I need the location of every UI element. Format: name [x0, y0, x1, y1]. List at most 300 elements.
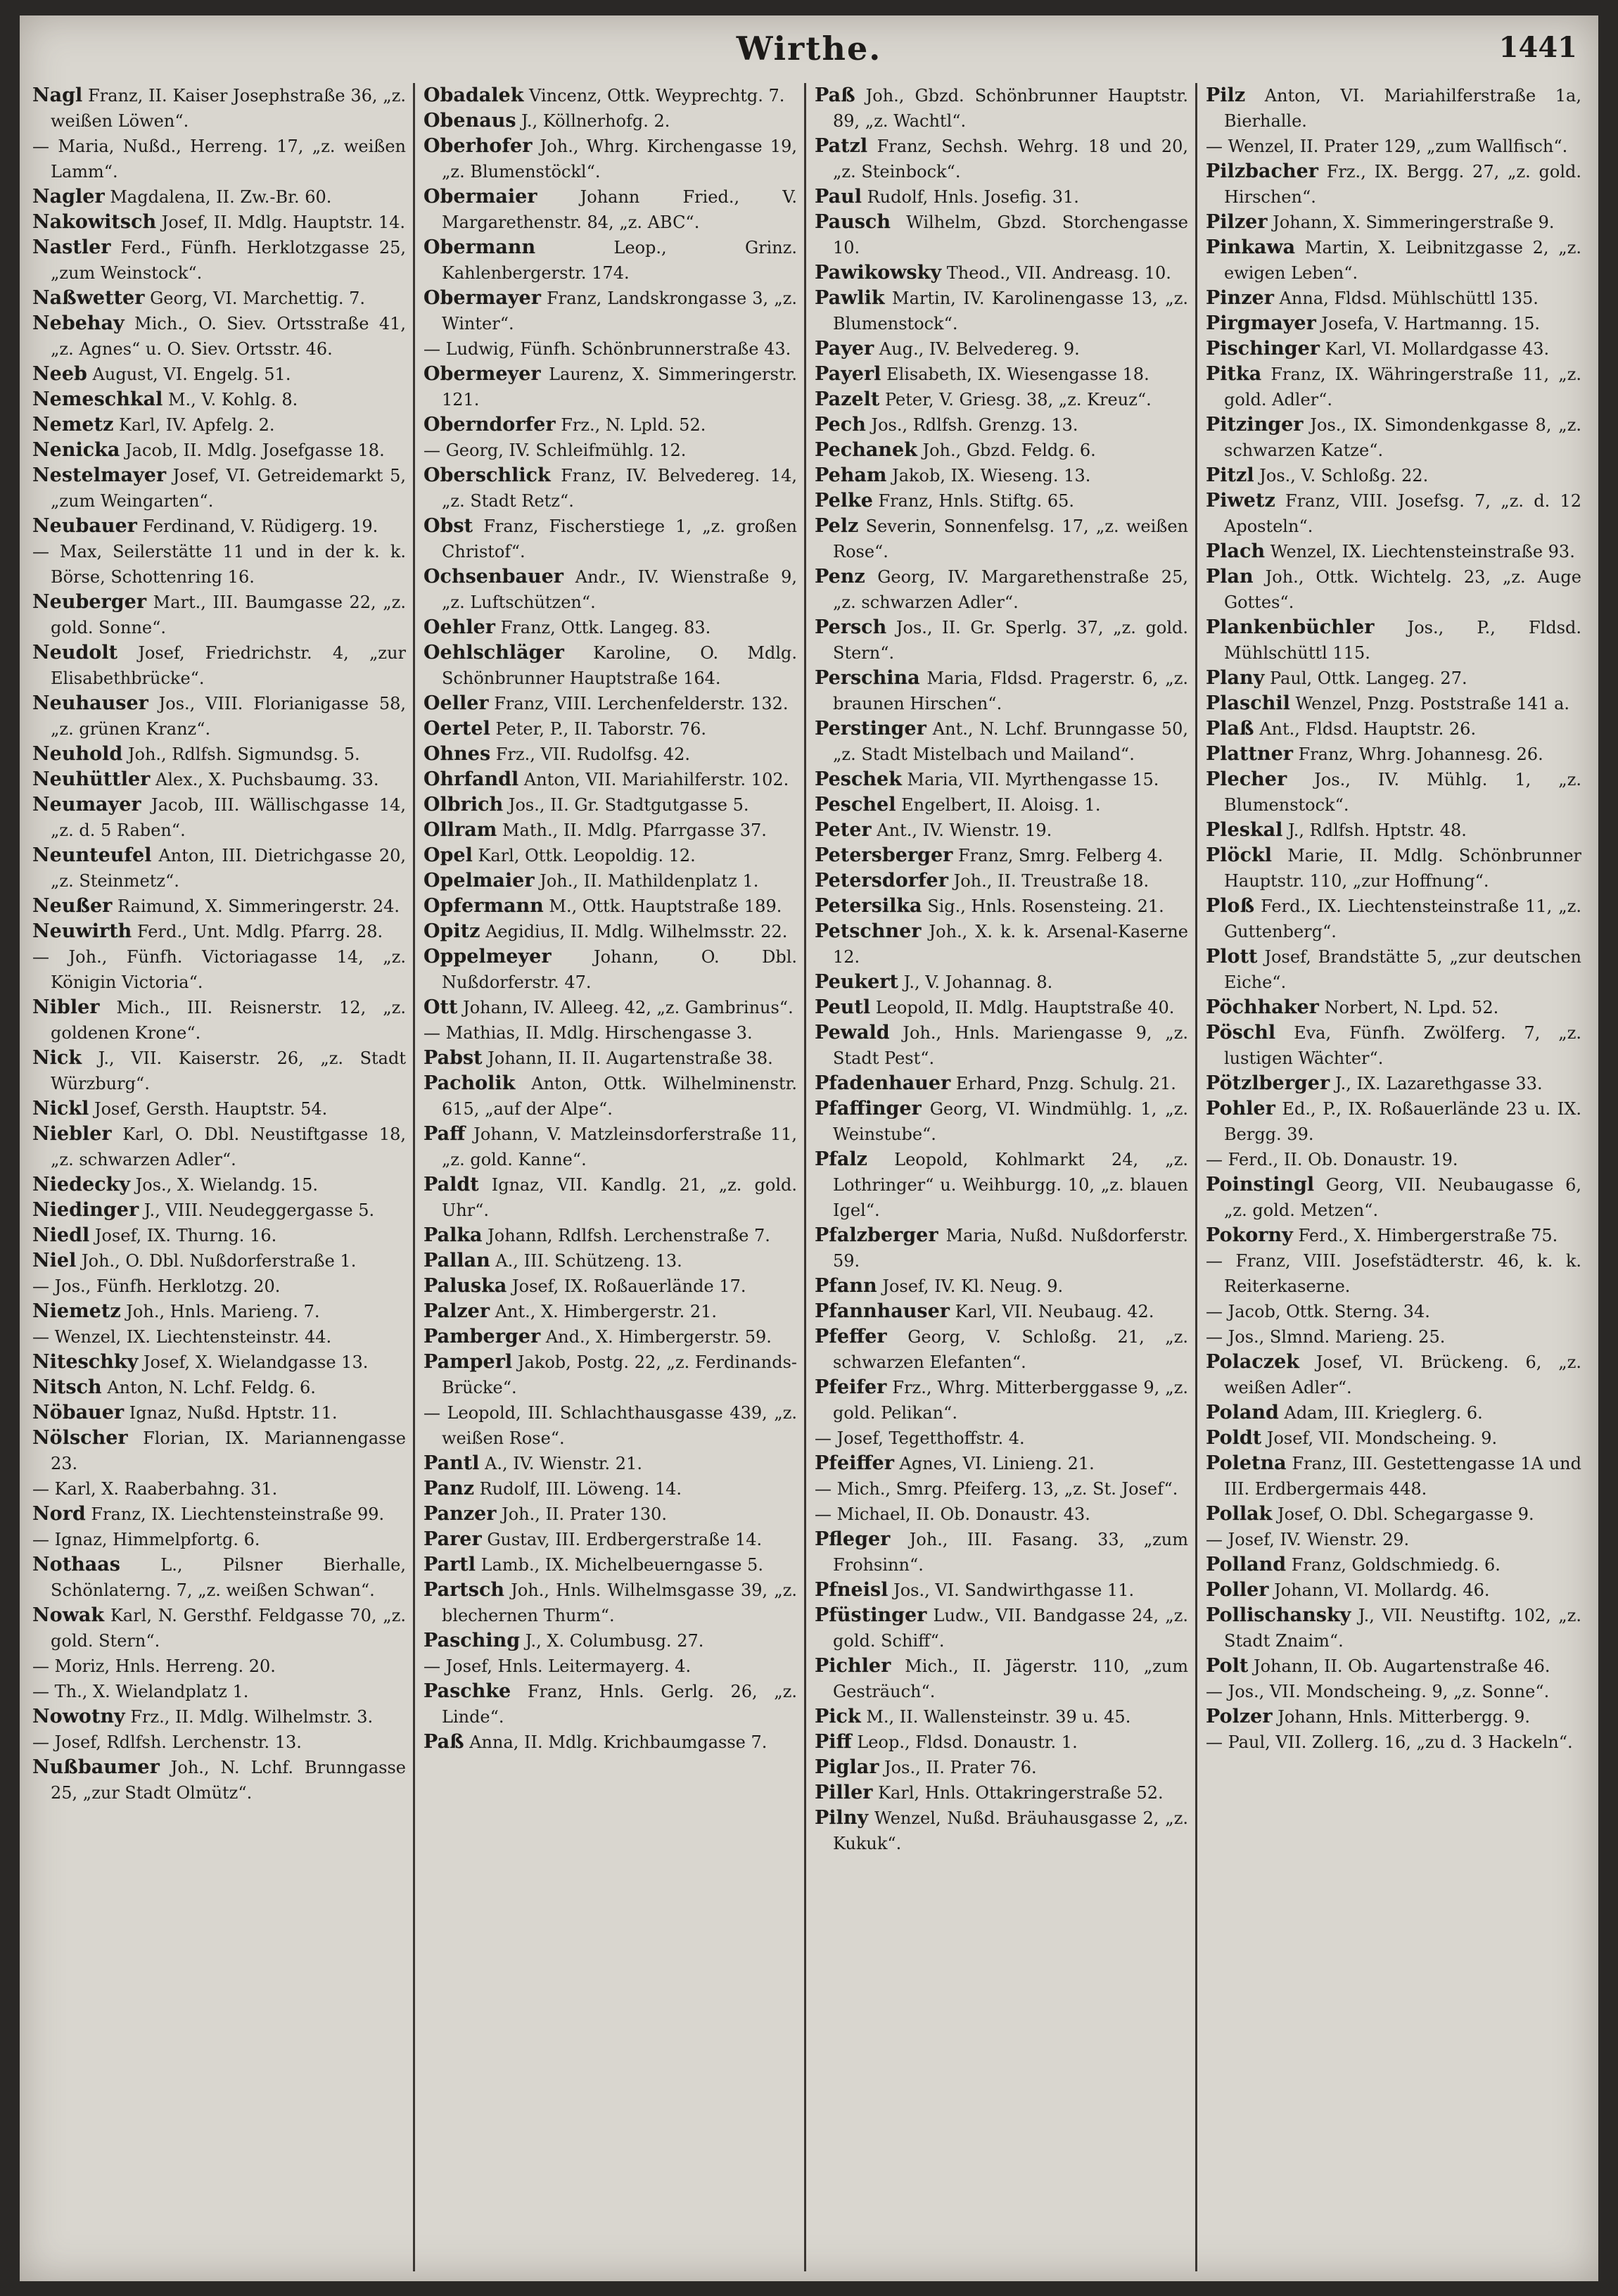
- directory-entry: [32, 843, 406, 894]
- entry-name: Pewald: [815, 1022, 890, 1044]
- directory-entry: [1206, 412, 1581, 463]
- entry-details: — Jos., VII. Mondscheing. 9, „z. Sonne“.: [1206, 1682, 1550, 1701]
- entry-name: Pamberger: [423, 1326, 541, 1347]
- entry-name: Paluska: [423, 1275, 507, 1297]
- entry-details: Maria, VII. Myrthengasse 15.: [901, 770, 1159, 789]
- directory-entry: [815, 1502, 1188, 1527]
- entry-details: Anton, Ottk. Wilhelminenstr. 615, „auf der Alpe“.: [442, 1074, 797, 1119]
- directory-entry: [1206, 1426, 1581, 1451]
- column-3: [806, 83, 1197, 2271]
- entry-name: Pfadenhauer: [815, 1072, 951, 1094]
- entry-details: Josef, Gersth. Hauptstr. 54.: [89, 1099, 328, 1119]
- entry-details: Johann, Hnls. Mitterbergg. 9.: [1272, 1707, 1531, 1727]
- directory-entry: [1206, 1223, 1581, 1248]
- entry-name: Plach: [1206, 540, 1266, 562]
- entry-details: Agnes, VI. Linieng. 21.: [893, 1454, 1095, 1473]
- entry-name: Perstinger: [815, 718, 926, 740]
- directory-entry: [32, 1223, 406, 1248]
- entry-name: Niedinger: [32, 1199, 139, 1221]
- directory-entry: [32, 1755, 406, 1806]
- directory-entry: [1206, 1324, 1581, 1350]
- entry-name: Pinzer: [1206, 287, 1274, 309]
- directory-entry: [1206, 1552, 1581, 1578]
- directory-entry: [1206, 818, 1581, 843]
- directory-entry: [32, 944, 406, 995]
- entry-name: Oertel: [423, 718, 490, 740]
- entry-details: Ferd., IX. Liechtensteinstraße 11, „z. Guttenberg“.: [1224, 896, 1581, 941]
- entry-details: Mich., O. Siev. Ortsstraße 41, „z. Agnes“ u. O. Siev. Ortsstr. 46.: [51, 314, 406, 359]
- directory-entry: [1206, 159, 1581, 210]
- column-1: [24, 83, 415, 2271]
- entry-details: Johann, O. Dbl. Nußdorferstr. 47.: [442, 947, 797, 992]
- entry-details: Jos., II. Prater 76.: [879, 1758, 1037, 1777]
- directory-entry: [815, 1071, 1188, 1096]
- entry-details: And., X. Himbergerstr. 59.: [540, 1327, 772, 1347]
- entry-name: Piff: [815, 1731, 852, 1753]
- entry-name: Pollak: [1206, 1503, 1273, 1525]
- entry-details: — Jos., Slmnd. Marieng. 25.: [1206, 1327, 1446, 1347]
- entry-details: Karl, Hnls. Ottakringerstraße 52.: [872, 1783, 1164, 1803]
- directory-entry: [815, 1476, 1188, 1502]
- entry-details: Jakob, Postg. 22, „z. Ferdinands-Brücke“.: [442, 1352, 797, 1397]
- entry-name: Olbrich: [423, 794, 504, 816]
- entry-details: Leopold, Kohlmarkt 24, „z. Lothringer“ u. Weihburgg. 10, „z. blauen Igel“.: [833, 1150, 1188, 1220]
- entry-details: Joh., Hnls. Wilhelmsgasse 39, „z. blechernen Thurm“.: [442, 1580, 797, 1625]
- directory-entry: [1206, 463, 1581, 488]
- directory-entry: [423, 1122, 797, 1172]
- entry-details: — Mathias, II. Mdlg. Hirschengasse 3.: [423, 1023, 753, 1043]
- entry-name: Niedl: [32, 1224, 90, 1246]
- entry-name: Nagl: [32, 84, 83, 106]
- entry-details: Jacob, II. Mdlg. Josefgasse 18.: [120, 440, 385, 460]
- directory-entry: [32, 362, 406, 387]
- entry-name: Neuberger: [32, 591, 147, 613]
- entry-name: Piller: [815, 1782, 873, 1803]
- directory-entry: [32, 412, 406, 438]
- directory-entry: [815, 362, 1188, 387]
- entry-name: Ott: [423, 996, 458, 1018]
- entry-name: Paß: [815, 84, 855, 106]
- entry-name: Nickl: [32, 1098, 89, 1120]
- entry-details: Karl, IV. Apfelg. 2.: [113, 415, 275, 435]
- entry-details: M., V. Kohlg. 8.: [163, 390, 298, 410]
- entry-name: Nastler: [32, 236, 111, 258]
- directory-entry: [815, 1654, 1188, 1704]
- directory-entry: [815, 1527, 1188, 1578]
- entry-details: Joh., Rdlfsh. Sigmundsg. 5.: [122, 744, 360, 764]
- entry-name: Obst: [423, 515, 473, 537]
- entry-name: Opfermann: [423, 895, 544, 917]
- entry-details: Paul, Ottk. Langeg. 27.: [1264, 668, 1467, 688]
- directory-entry: [1206, 615, 1581, 666]
- entry-name: Pinkawa: [1206, 236, 1296, 258]
- entry-details: Franz, Smrg. Felberg 4.: [953, 846, 1164, 865]
- directory-entry: [423, 742, 797, 767]
- entry-name: Ollram: [423, 819, 497, 841]
- directory-entry: [815, 210, 1188, 260]
- entry-details: — Wenzel, II. Prater 129, „zum Wallfisch“.: [1206, 137, 1568, 156]
- entry-details: Georg, V. Schloßg. 21, „z. schwarzen Elefanten“.: [833, 1327, 1188, 1372]
- entry-name: Payer: [815, 338, 874, 360]
- entry-name: Peschek: [815, 768, 902, 790]
- entry-name: Persch: [815, 616, 887, 638]
- directory-entry: [32, 1730, 406, 1755]
- directory-entry: [32, 1274, 406, 1299]
- column-4: [1197, 83, 1588, 2271]
- directory-entry: [32, 1248, 406, 1274]
- entry-name: Pasching: [423, 1630, 521, 1651]
- entry-details: Franz, Landskrongasse 3, „z. Winter“.: [442, 288, 797, 334]
- directory-entry: [1206, 311, 1581, 336]
- entry-details: Jos., IX. Simondenkgasse 8, „z. schwarzen Katze“.: [1224, 415, 1581, 460]
- entry-details: Josef, O. Dbl. Schegargasse 9.: [1272, 1504, 1534, 1524]
- directory-entry: [815, 1806, 1188, 1856]
- entry-details: Theod., VII. Andreasg. 10.: [941, 263, 1171, 283]
- entry-name: Plan: [1206, 566, 1254, 588]
- entry-name: Plecher: [1206, 768, 1287, 790]
- entry-details: Karl, N. Gersthf. Feldgasse 70, „z. gold. Stern“.: [51, 1606, 406, 1651]
- entry-details: Anna, Fldsd. Mühlschüttl 135.: [1273, 288, 1539, 308]
- entry-details: J., V. Johannag. 8.: [898, 972, 1053, 992]
- entry-details: Alex., X. Puchsbaumg. 33.: [150, 770, 379, 789]
- directory-entry: [1206, 1451, 1581, 1502]
- entry-name: Petschner: [815, 920, 922, 942]
- entry-details: Leop., Grinz. Kahlenbergerstr. 174.: [442, 238, 797, 283]
- directory-entry: [1206, 83, 1581, 134]
- entry-details: Josef, II. Mdlg. Hauptstr. 14.: [156, 213, 406, 232]
- directory-entry: [815, 919, 1188, 970]
- directory-entry: [1206, 995, 1581, 1020]
- directory-entry: [815, 1755, 1188, 1780]
- directory-entry: [815, 260, 1188, 286]
- entry-name: Pfaffinger: [815, 1098, 922, 1120]
- entry-name: Peschel: [815, 794, 896, 816]
- entry-name: Ploß: [1206, 895, 1255, 917]
- entry-details: Ferdinand, V. Rüdigerg. 19.: [136, 516, 378, 536]
- entry-name: Polt: [1206, 1655, 1249, 1677]
- directory-entry: [423, 362, 797, 412]
- entry-details: Marie, II. Mdlg. Schönbrunner Hauptstr. 110, „zur Hoffnung“.: [1224, 846, 1581, 891]
- directory-entry: [32, 1679, 406, 1704]
- entry-name: Pfneisl: [815, 1579, 888, 1601]
- entry-details: Joh., O. Dbl. Nußdorferstraße 1.: [76, 1251, 357, 1271]
- entry-name: Poller: [1206, 1579, 1269, 1601]
- entry-details: Franz, Ottk. Langeg. 83.: [495, 618, 711, 638]
- directory-entry: [1206, 1248, 1581, 1299]
- directory-entry: [423, 944, 797, 995]
- entry-details: Laurenz, X. Simmeringerstr. 121.: [442, 364, 797, 410]
- entry-details: — Karl, X. Raaberbahng. 31.: [32, 1479, 278, 1499]
- entry-name: Obadalek: [423, 84, 524, 106]
- directory-entry: [1206, 1400, 1581, 1426]
- entry-name: Pfalz: [815, 1148, 868, 1170]
- directory-entry: [815, 716, 1188, 767]
- entry-name: Obermaier: [423, 186, 537, 208]
- entry-name: Plaß: [1206, 718, 1254, 740]
- entry-name: Nemetz: [32, 414, 114, 436]
- directory-entry: [423, 1299, 797, 1324]
- entry-name: Peukert: [815, 971, 898, 993]
- entry-name: Pacholik: [423, 1072, 516, 1094]
- entry-name: Oehlschläger: [423, 642, 564, 664]
- directory-entry: [423, 1628, 797, 1654]
- entry-name: Pech: [815, 414, 866, 436]
- entry-details: Math., II. Mdlg. Pfarrgasse 37.: [497, 820, 767, 840]
- entry-details: — Ludwig, Fünfh. Schönbrunnerstraße 43.: [423, 339, 791, 359]
- directory-entry: [32, 286, 406, 311]
- entry-details: Wenzel, Pnzg. Poststraße 141 a.: [1289, 694, 1570, 713]
- directory-entry: [1206, 1502, 1581, 1527]
- entry-name: Plott: [1206, 946, 1258, 968]
- entry-name: Perschina: [815, 667, 920, 689]
- entry-details: Johann, VI. Mollardg. 46.: [1268, 1580, 1490, 1600]
- directory-entry: [423, 438, 797, 463]
- entry-name: Pamperl: [423, 1351, 513, 1373]
- directory-entry: [32, 792, 406, 843]
- directory-entry: [423, 1248, 797, 1274]
- directory-entry: [1206, 235, 1581, 286]
- entry-details: Eva, Fünfh. Zwölferg. 7, „z. lustigen Wächter“.: [1224, 1023, 1581, 1068]
- directory-entry: [32, 311, 406, 362]
- entry-details: Andr., IV. Wienstraße 9, „z. Luftschützen“.: [442, 567, 797, 612]
- entry-name: Neubauer: [32, 515, 137, 537]
- directory-entry: [423, 1324, 797, 1350]
- entry-name: Plankenbüchler: [1206, 616, 1375, 638]
- entry-details: — Paul, VII. Zollerg. 16, „zu d. 3 Hackeln“.: [1206, 1732, 1573, 1752]
- entry-details: Raimund, X. Simmeringerstr. 24.: [112, 896, 400, 916]
- entry-details: Georg, VII. Neubaugasse 6, „z. gold. Metzen“.: [1224, 1175, 1581, 1220]
- directory-entry: [815, 83, 1188, 134]
- entry-details: Anton, VI. Mariahilferstraße 1a, Bierhalle.: [1224, 86, 1581, 131]
- entry-details: Martin, X. Leibnitzgasse 2, „z. ewigen Leben“.: [1224, 238, 1581, 283]
- entry-details: M., Ottk. Hauptstraße 189.: [543, 896, 782, 916]
- entry-details: Mich., II. Jägerstr. 110, „zum Gesträuch“.: [833, 1656, 1188, 1701]
- entry-name: Nibler: [32, 996, 100, 1018]
- directory-entry: [32, 742, 406, 767]
- entry-name: Pilzbacher: [1206, 160, 1318, 182]
- entry-name: Ochsenbauer: [423, 566, 564, 588]
- entry-details: Frz., II. Mdlg. Wilhelmstr. 3.: [125, 1707, 374, 1727]
- entry-details: — Maria, Nußd., Herreng. 17, „z. weißen Lamm“.: [32, 137, 406, 182]
- directory-entry: [815, 792, 1188, 818]
- directory-entry: [423, 1578, 797, 1628]
- entry-name: Pausch: [815, 211, 891, 233]
- directory-entry: [32, 1400, 406, 1426]
- entry-name: Pfann: [815, 1275, 877, 1297]
- entry-name: Nemeschkal: [32, 388, 163, 410]
- entry-details: — Ferd., II. Ob. Donaustr. 19.: [1206, 1150, 1458, 1169]
- entry-details: Wilhelm, Gbzd. Storchengasse 10.: [833, 213, 1188, 258]
- directory-entry: [815, 615, 1188, 666]
- directory-entry: [815, 412, 1188, 438]
- directory-entry: [1206, 1147, 1581, 1172]
- entry-name: Polzer: [1206, 1706, 1273, 1727]
- directory-entry: [32, 184, 406, 210]
- entry-details: Georg, VI. Windmühlg. 1, „z. Weinstube“.: [833, 1099, 1188, 1144]
- entry-name: Poletna: [1206, 1452, 1287, 1474]
- entry-details: Georg, IV. Margarethenstraße 25, „z. schwarzen Adler“.: [833, 567, 1188, 612]
- directory-entry: [423, 1730, 797, 1755]
- entry-details: Engelbert, II. Aloisg. 1.: [896, 795, 1101, 815]
- entry-name: Pischinger: [1206, 338, 1320, 360]
- entry-details: Franz, VIII. Josefsg. 7, „z. d. 12 Aposteln“.: [1224, 491, 1581, 536]
- entry-details: Anton, VII. Mariahilferstr. 102.: [518, 770, 789, 789]
- entry-details: Johann, II. II. Augartenstraße 38.: [482, 1048, 773, 1068]
- entry-name: Pawlik: [815, 287, 885, 309]
- entry-details: Ant., IV. Wienstr. 19.: [871, 820, 1052, 840]
- entry-details: J., X. Columbusg. 27.: [520, 1631, 704, 1651]
- entry-details: Joh., Whrg. Kirchengasse 19, „z. Blumenstöckl“.: [442, 137, 797, 182]
- entry-name: Pfüstinger: [815, 1604, 927, 1626]
- entry-name: Pantl: [423, 1452, 480, 1474]
- entry-name: Pfeffer: [815, 1326, 887, 1347]
- directory-entry: [1206, 691, 1581, 716]
- entry-name: Neuhauser: [32, 692, 148, 714]
- directory-entry: [1206, 767, 1581, 818]
- entry-details: Florian, IX. Mariannengasse 23.: [51, 1428, 406, 1473]
- entry-name: Oppelmeyer: [423, 946, 552, 968]
- column-2: [415, 83, 806, 2271]
- entry-name: Panz: [423, 1478, 475, 1499]
- entry-name: Nakowitsch: [32, 211, 157, 233]
- entry-name: Pitzl: [1206, 464, 1254, 486]
- entry-details: Joh., Gbzd. Schönbrunner Hauptstr. 89, „z. Wachtl“.: [833, 86, 1188, 131]
- directory-entry: [423, 868, 797, 894]
- entry-details: Jos., II. Gr. Stadtgutgasse 5.: [503, 795, 749, 815]
- entry-name: Naßwetter: [32, 287, 145, 309]
- entry-name: Pirgmayer: [1206, 312, 1316, 334]
- directory-entry: [815, 286, 1188, 336]
- entry-details: — Josef, Tegetthoffstr. 4.: [815, 1428, 1025, 1448]
- entry-details: Josef, VII. Mondscheing. 9.: [1261, 1428, 1498, 1448]
- page-header: [20, 25, 1598, 82]
- entry-details: — Mich., Smrg. Pfeiferg. 13, „z. St. Josef“.: [815, 1479, 1178, 1499]
- directory-entry: [815, 1223, 1188, 1274]
- entry-details: Ignaz, VII. Kandlg. 21, „z. gold. Uhr“.: [442, 1175, 797, 1220]
- directory-entry: [423, 1046, 797, 1071]
- directory-entry: [423, 767, 797, 792]
- directory-entry: [1206, 1299, 1581, 1324]
- entry-details: Josef, VI. Brückeng. 6, „z. weißen Adler“.: [1224, 1352, 1581, 1397]
- directory-entry: [1206, 1096, 1581, 1147]
- directory-entry: [1206, 1654, 1581, 1679]
- directory-entry: [423, 235, 797, 286]
- entry-name: Peutl: [815, 996, 871, 1018]
- directory-entry: [815, 438, 1188, 463]
- entry-name: Pabst: [423, 1047, 483, 1069]
- entry-details: Anton, N. Lchf. Feldg. 6.: [101, 1378, 316, 1397]
- directory-entry: [1206, 1527, 1581, 1552]
- entry-details: Frz., IX. Bergg. 27, „z. gold. Hirschen“.: [1224, 162, 1581, 207]
- directory-entry: [815, 463, 1188, 488]
- entry-name: Pilz: [1206, 84, 1246, 106]
- entry-name: Paff: [423, 1123, 466, 1145]
- entry-details: Ant., N. Lchf. Brunngasse 50, „z. Stadt Mistelbach und Mailand“.: [833, 719, 1188, 764]
- directory-entry: [423, 1451, 797, 1476]
- entry-details: Josefa, V. Hartmanng. 15.: [1316, 314, 1541, 334]
- entry-name: Pilzer: [1206, 211, 1268, 233]
- entry-name: Pelz: [815, 515, 859, 537]
- directory-entry: [423, 108, 797, 134]
- directory-entry: [815, 1299, 1188, 1324]
- entry-name: Oberschlick: [423, 464, 551, 486]
- entry-details: Sig., Hnls. Rosensteing. 21.: [922, 896, 1164, 916]
- entry-details: Franz, Hnls. Stiftg. 65.: [872, 491, 1075, 511]
- entry-name: Paß: [423, 1731, 464, 1753]
- entry-name: Nußbaumer: [32, 1756, 160, 1778]
- entry-name: Niedecky: [32, 1174, 131, 1195]
- directory-entry: [423, 564, 797, 615]
- directory-entry: [32, 134, 406, 184]
- entry-details: Joh., II. Treustraße 18.: [948, 871, 1149, 891]
- entry-name: Pallan: [423, 1250, 490, 1271]
- entry-details: Jos., II. Gr. Sperlg. 37, „z. gold. Stern“.: [833, 618, 1188, 663]
- entry-name: Partl: [423, 1554, 476, 1575]
- entry-name: Neumayer: [32, 794, 141, 816]
- entry-name: Opel: [423, 844, 473, 866]
- directory-entry: [423, 412, 797, 438]
- entry-name: Nowotny: [32, 1706, 125, 1727]
- entry-details: Jakob, IX. Wieseng. 13.: [886, 466, 1091, 486]
- directory-entry: [32, 1552, 406, 1603]
- entry-name: Pechanek: [815, 439, 917, 461]
- entry-details: Ludw., VII. Bandgasse 24, „z. gold. Schiff“.: [833, 1606, 1188, 1651]
- entry-name: Pazelt: [815, 388, 880, 410]
- directory-entry: [815, 1274, 1188, 1299]
- entry-name: Neuwirth: [32, 920, 132, 942]
- entry-details: Aegidius, II. Mdlg. Wilhelmsstr. 22.: [480, 922, 788, 941]
- entry-name: Paschke: [423, 1680, 511, 1702]
- directory-entry: [815, 1780, 1188, 1806]
- directory-entry: [1206, 1020, 1581, 1071]
- entry-details: Jos., VIII. Florianigasse 58, „z. grünen Kranz“.: [51, 694, 406, 739]
- entry-name: Pichler: [815, 1655, 891, 1677]
- directory-entry: [32, 1426, 406, 1476]
- directory-entry: [423, 995, 797, 1020]
- entry-details: Josef, IV. Kl. Neug. 9.: [877, 1276, 1064, 1296]
- entry-details: Maria, Nußd. Nußdorferstr. 59.: [833, 1226, 1188, 1271]
- directory-entry: [815, 1451, 1188, 1476]
- entry-name: Nölscher: [32, 1427, 128, 1449]
- entry-details: Adam, III. Krieglerg. 6.: [1278, 1403, 1483, 1423]
- directory-entry: [815, 336, 1188, 362]
- directory-entry: [423, 1400, 797, 1451]
- directory-entry: [1206, 134, 1581, 159]
- directory-entry: [423, 615, 797, 640]
- entry-details: Jos., P., Fldsd. Mühlschüttl 115.: [1224, 618, 1581, 663]
- entry-details: August, VI. Engelg. 51.: [87, 364, 291, 384]
- entry-name: Nowak: [32, 1604, 105, 1626]
- directory-entry: [423, 1071, 797, 1122]
- entry-details: J., Köllnerhofg. 2.: [516, 111, 670, 131]
- directory-entry: [815, 1147, 1188, 1223]
- entry-details: Ferd., X. Himbergerstraße 75.: [1292, 1226, 1558, 1245]
- entry-details: Joh., N. Lchf. Brunngasse 25, „zur Stadt Olmütz“.: [51, 1758, 406, 1803]
- entry-name: Obenaus: [423, 110, 516, 132]
- entry-details: Aug., IV. Belvedereg. 9.: [874, 339, 1080, 359]
- directory-entry: [1206, 1704, 1581, 1730]
- directory-entry: [1206, 564, 1581, 615]
- directory-entry: [32, 995, 406, 1046]
- entry-details: Franz, Whrg. Johannesg. 26.: [1293, 744, 1543, 764]
- entry-details: Franz, III. Gestettengasse 1A und III. Erdbergermais 448.: [1224, 1454, 1581, 1499]
- entry-name: Nick: [32, 1047, 82, 1069]
- entry-details: Mich., III. Reisnerstr. 12, „z. goldenen Krone“.: [51, 998, 406, 1043]
- entry-details: Frz., VII. Rudolfsg. 42.: [490, 744, 691, 764]
- entry-name: Petersilka: [815, 895, 922, 917]
- directory-entry: [32, 1375, 406, 1400]
- entry-details: Ferd., Unt. Mdlg. Pfarrg. 28.: [132, 922, 383, 941]
